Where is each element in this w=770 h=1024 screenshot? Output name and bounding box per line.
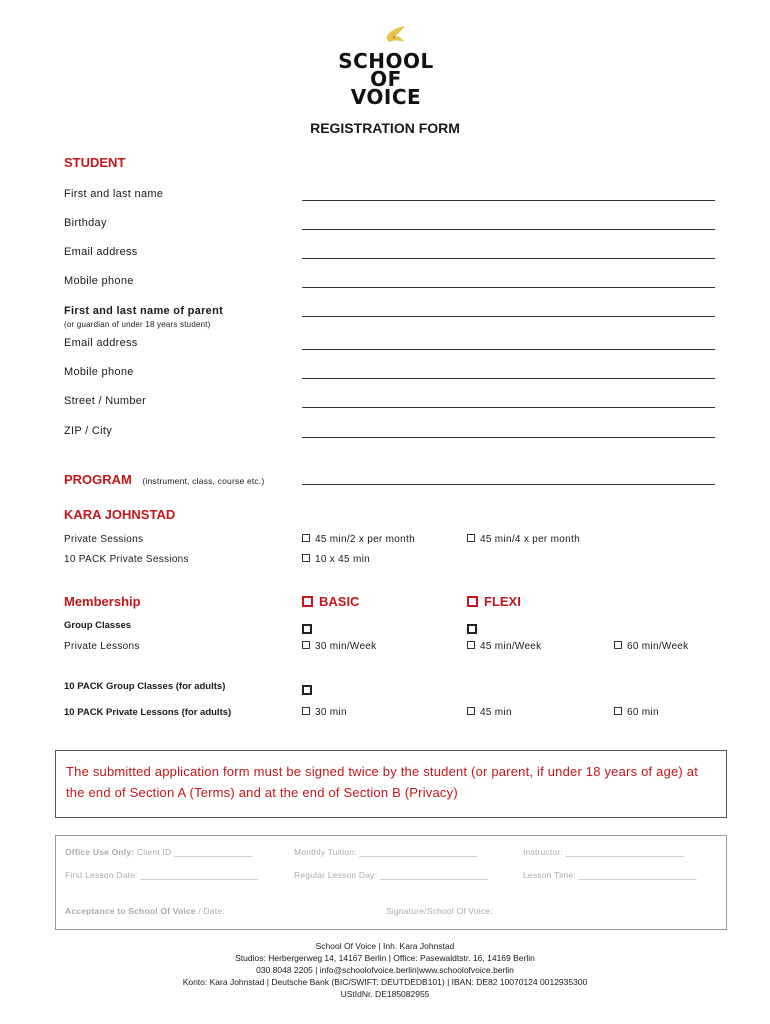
group-basic-checkbox[interactable] bbox=[302, 620, 312, 638]
birthday-field[interactable] bbox=[302, 229, 715, 230]
group-classes-label: Group Classes bbox=[64, 620, 132, 631]
lesson-time-field[interactable]: Lesson Time: ________________________ bbox=[523, 870, 697, 880]
option-label: 45 min/Week bbox=[480, 641, 542, 652]
acceptance-label: Acceptance to School Of Voice bbox=[65, 906, 196, 916]
checkbox-icon bbox=[302, 641, 310, 649]
regular-lesson-field[interactable]: Regular Lesson Day: ______________________ bbox=[294, 870, 489, 880]
checkbox-icon bbox=[614, 641, 622, 649]
client-id-field[interactable]: Client ID ________________ bbox=[136, 847, 253, 857]
pack-private-label: 10 PACK Private Lessons (for adults) bbox=[64, 707, 232, 718]
form-title: REGISTRATION FORM bbox=[310, 120, 460, 136]
signature-notice bbox=[55, 750, 727, 818]
parent-mobile-field[interactable] bbox=[302, 378, 715, 379]
checkbox-icon bbox=[302, 685, 312, 695]
office-use-label: Office Use Only: bbox=[65, 847, 135, 857]
checkbox-icon bbox=[467, 707, 475, 715]
option-45-4x[interactable] bbox=[467, 534, 580, 545]
option-30-week[interactable] bbox=[302, 641, 376, 652]
option-60-week[interactable] bbox=[614, 641, 688, 652]
parent-name-label: First and last name of parent bbox=[64, 305, 224, 317]
checkbox-icon bbox=[614, 707, 622, 715]
school-logo bbox=[330, 49, 442, 109]
street-label: Street / Number bbox=[64, 395, 147, 407]
footer-line: UStIdNr. DE185082955 bbox=[340, 989, 430, 999]
name-field[interactable] bbox=[302, 200, 715, 201]
bird-logo-icon bbox=[383, 24, 409, 46]
parent-name-field[interactable] bbox=[302, 316, 715, 317]
checkbox-icon bbox=[467, 534, 475, 542]
program-heading bbox=[64, 471, 264, 489]
footer-line: Konto: Kara Johnstad | Deutsche Bank (BIC/SWIFT: DEUTDEDB101) | IBAN: DE82 10070124 0012935300 bbox=[182, 977, 588, 987]
option-45-2x[interactable] bbox=[302, 534, 415, 545]
option-pack-30[interactable] bbox=[302, 707, 347, 718]
signature-label: Signature/School Of Voice: bbox=[386, 906, 493, 916]
option-10x45[interactable] bbox=[302, 554, 370, 565]
private-lessons-label: Private Lessons bbox=[64, 641, 140, 652]
option-label: BASIC bbox=[319, 594, 360, 609]
zip-label: ZIP / City bbox=[64, 425, 113, 437]
membership-heading: Membership bbox=[64, 594, 141, 609]
option-label: 45 min/4 x per month bbox=[480, 534, 580, 545]
first-lesson-field[interactable]: First Lesson Date: ________________________ bbox=[65, 870, 259, 880]
office-use-box bbox=[55, 835, 727, 930]
instructor-field[interactable]: Instructor: ________________________ bbox=[523, 847, 684, 857]
zip-field[interactable] bbox=[302, 437, 715, 438]
program-field[interactable] bbox=[302, 484, 715, 485]
option-label: 30 min bbox=[315, 707, 347, 718]
student-heading: STUDENT bbox=[64, 155, 126, 170]
option-label: 45 min bbox=[480, 707, 512, 718]
logo-line: VOICE bbox=[350, 85, 422, 109]
pack-group-label: 10 PACK Group Classes (for adults) bbox=[64, 681, 226, 692]
mobile-label: Mobile phone bbox=[64, 275, 134, 287]
checkbox-icon bbox=[302, 554, 310, 562]
mobile-field[interactable] bbox=[302, 287, 715, 288]
option-45-week[interactable] bbox=[467, 641, 541, 652]
program-note: (instrument, class, course etc.) bbox=[142, 476, 265, 486]
option-label: 60 min bbox=[627, 707, 659, 718]
option-label: 60 min/Week bbox=[627, 641, 689, 652]
option-pack-45[interactable] bbox=[467, 707, 512, 718]
footer-line: Studios: Herbergerweg 14, 14167 Berlin | Office: Pasewaldtstr. 16, 14169 Berlin bbox=[235, 953, 535, 963]
pack-group-checkbox[interactable] bbox=[302, 681, 312, 699]
logo-line: OF bbox=[370, 67, 402, 91]
parent-mobile-label: Mobile phone bbox=[64, 366, 134, 378]
office-row-1 bbox=[65, 847, 253, 857]
date-label: / Date: bbox=[195, 906, 225, 916]
flexi-option[interactable] bbox=[467, 594, 521, 609]
footer-line: School Of Voice | Inh. Kara Johnstad bbox=[315, 941, 455, 951]
footer bbox=[0, 940, 770, 1000]
pack-sessions-label: 10 PACK Private Sessions bbox=[64, 554, 189, 565]
acceptance-row bbox=[65, 906, 225, 916]
checkbox-icon bbox=[467, 641, 475, 649]
footer-line: 030 8048 2205 | info@schoolofvoice.berlin|www.schoolofvoice.berlin bbox=[256, 965, 514, 975]
option-label: FLEXI bbox=[484, 594, 521, 609]
parent-email-label: Email address bbox=[64, 337, 138, 349]
monthly-tuition-field[interactable]: Monthly Tuition: ________________________ bbox=[294, 847, 478, 857]
checkbox-icon bbox=[302, 534, 310, 542]
group-flexi-checkbox[interactable] bbox=[467, 620, 477, 638]
street-field[interactable] bbox=[302, 407, 715, 408]
checkbox-icon bbox=[302, 707, 310, 715]
logo-line: SCHOOL bbox=[338, 49, 434, 73]
checkbox-icon bbox=[467, 596, 478, 607]
option-label: 45 min/2 x per month bbox=[315, 534, 415, 545]
checkbox-icon bbox=[302, 624, 312, 634]
parent-note: (or guardian of under 18 years student) bbox=[64, 320, 211, 329]
name-label: First and last name bbox=[64, 188, 164, 200]
option-label: 10 x 45 min bbox=[315, 554, 370, 565]
birthday-label: Birthday bbox=[64, 217, 107, 229]
checkbox-icon bbox=[302, 596, 313, 607]
program-title: PROGRAM bbox=[64, 472, 132, 487]
private-sessions-label: Private Sessions bbox=[64, 534, 144, 545]
kara-heading: KARA JOHNSTAD bbox=[64, 507, 176, 522]
option-label: 30 min/Week bbox=[315, 641, 377, 652]
notice-text: The submitted application form must be signed twice by the student (or parent, if under 18 years of age) at the end of Section A (Terms) and at the end of Section B (Privacy) bbox=[66, 764, 699, 800]
email-field[interactable] bbox=[302, 258, 715, 259]
option-pack-60[interactable] bbox=[614, 707, 659, 718]
email-label: Email address bbox=[64, 246, 138, 258]
basic-option[interactable] bbox=[302, 594, 359, 609]
checkbox-icon bbox=[467, 624, 477, 634]
parent-email-field[interactable] bbox=[302, 349, 715, 350]
